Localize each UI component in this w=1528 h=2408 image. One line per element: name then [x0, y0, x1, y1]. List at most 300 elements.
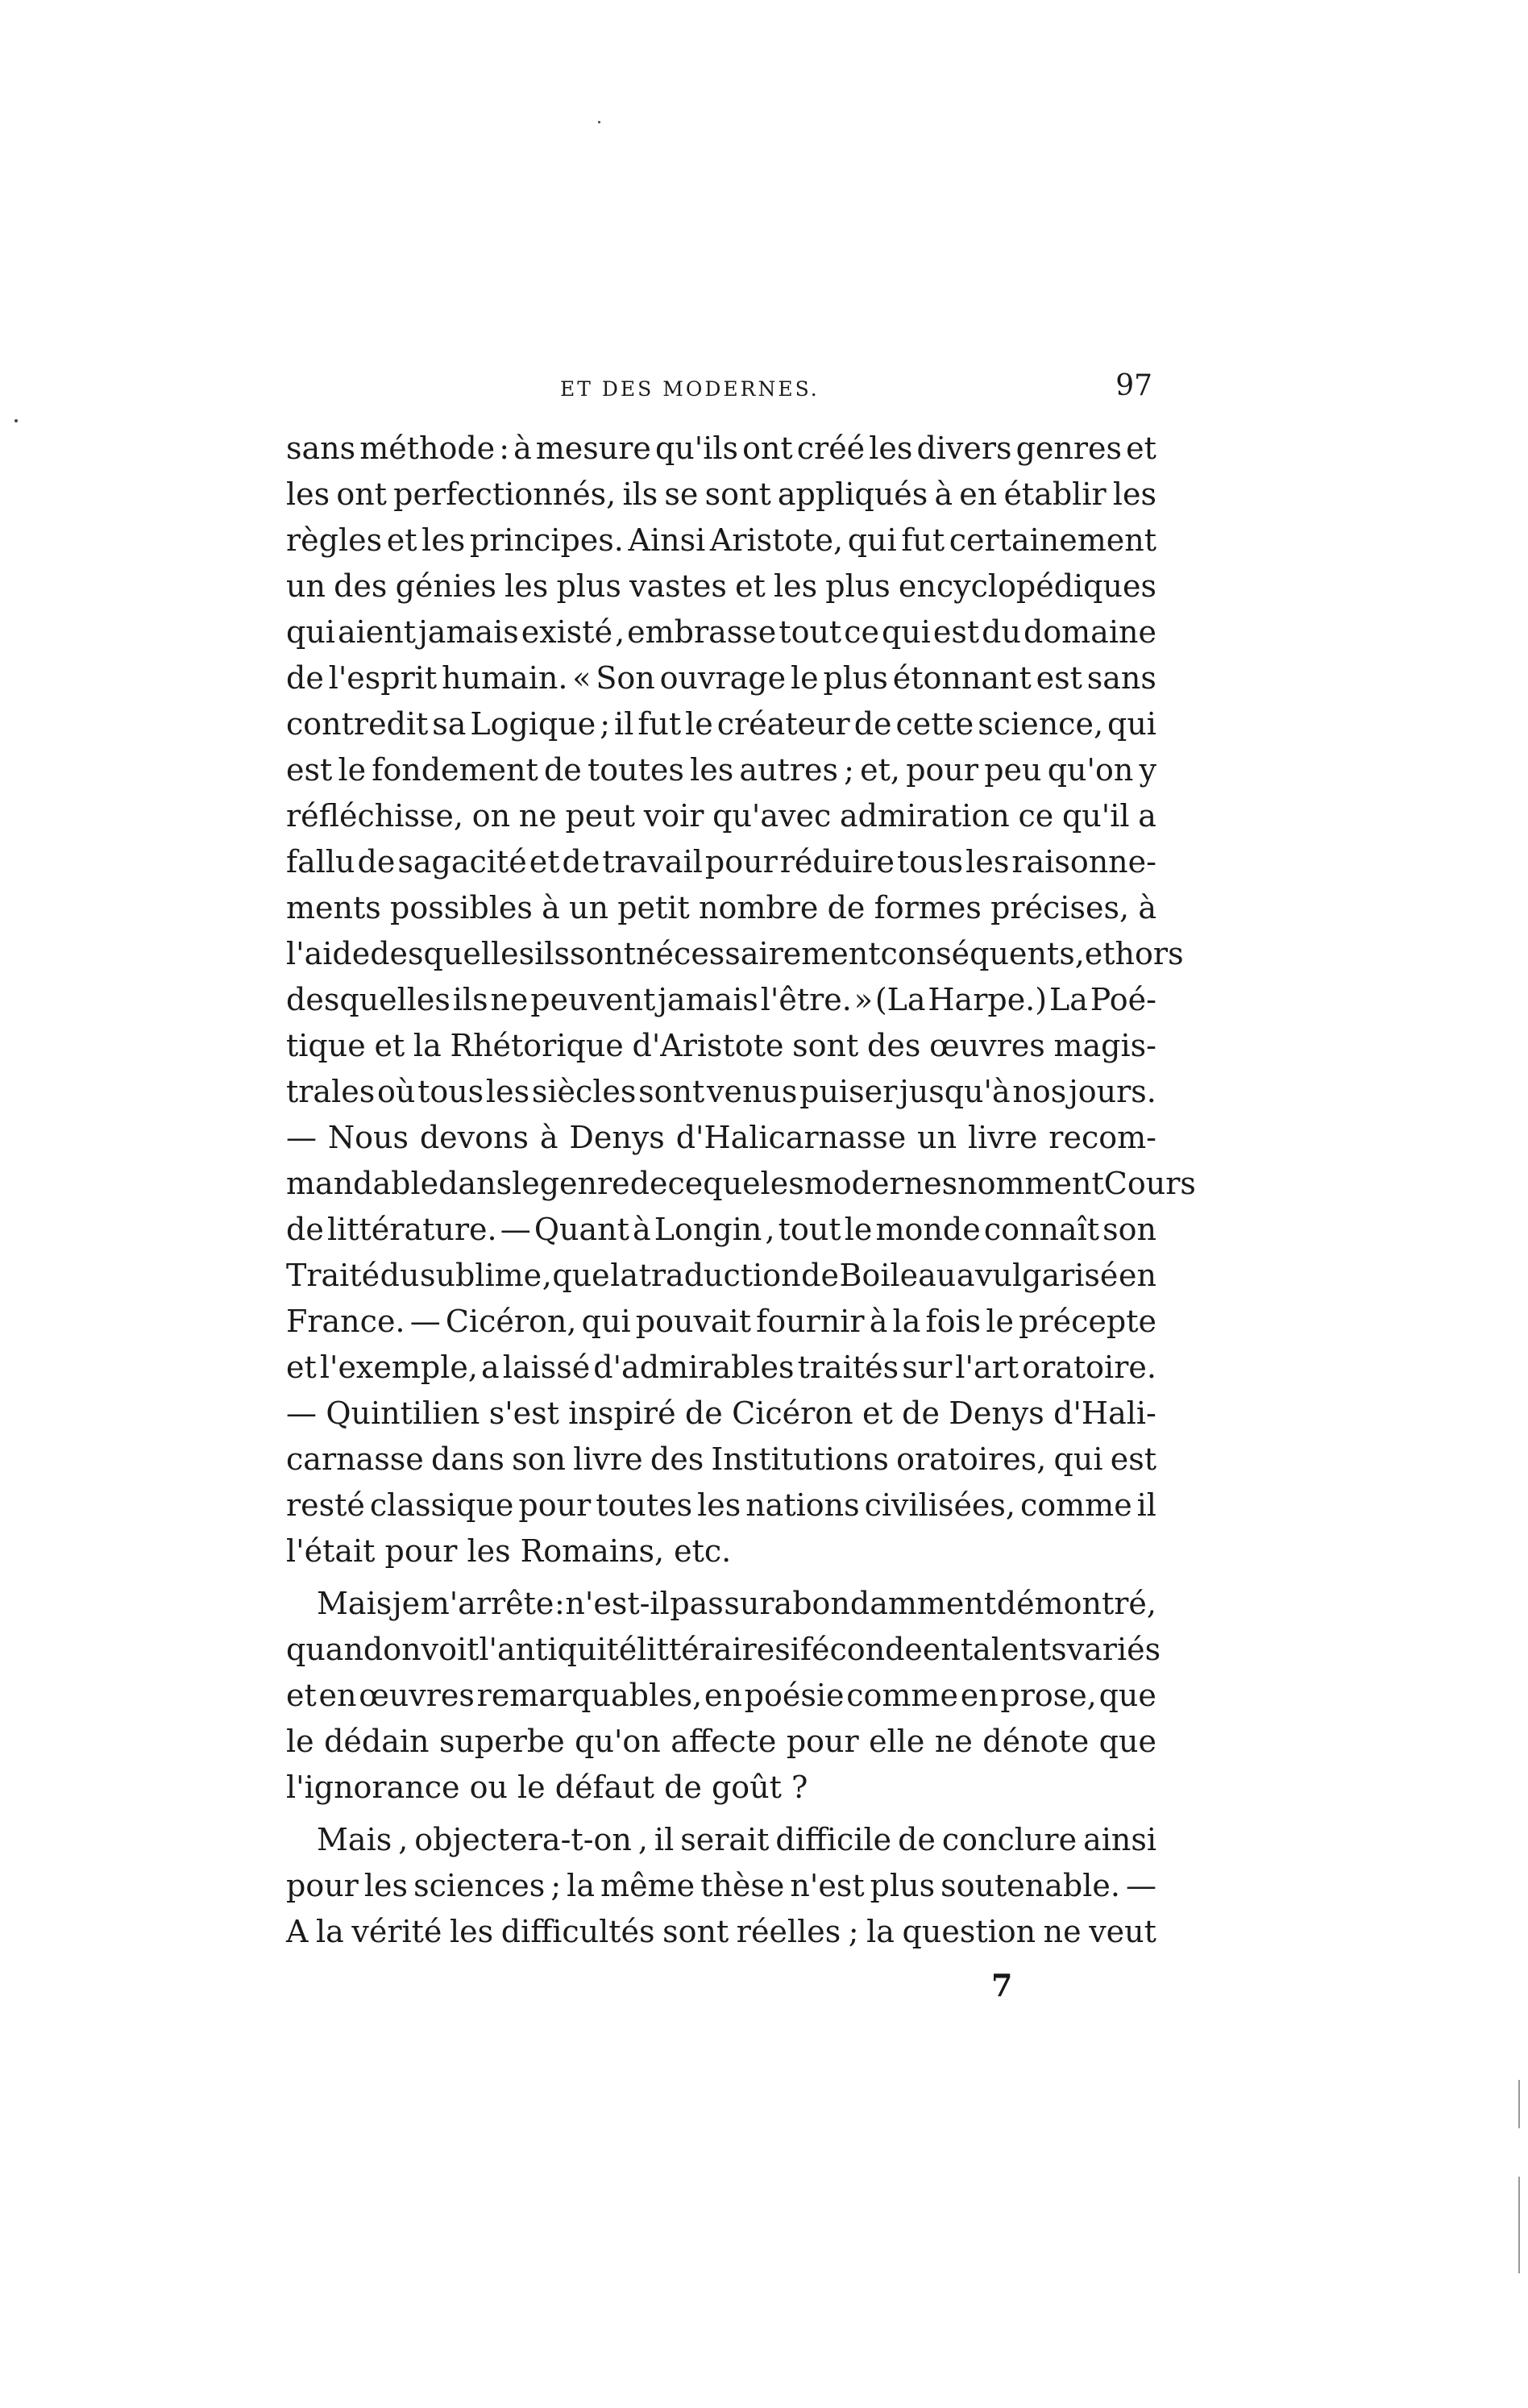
word: en	[960, 1678, 999, 1713]
word: de	[684, 1395, 723, 1431]
text-line: l'était pour les Romains, etc.	[286, 1533, 732, 1569]
word: objectera-t-on	[414, 1822, 632, 1857]
word: qui	[581, 1304, 631, 1339]
word: question	[902, 1914, 1036, 1949]
word: vérité	[351, 1914, 442, 1949]
word: littéraire	[637, 1632, 775, 1667]
word: vastes	[629, 568, 727, 604]
word: sont	[638, 1074, 705, 1109]
paragraph-gap	[286, 1811, 1156, 1817]
word: prose,	[1000, 1678, 1097, 1713]
word: aient	[337, 614, 416, 650]
word: genre	[539, 1166, 630, 1201]
word: mandable	[286, 1166, 439, 1201]
word: fut	[901, 522, 945, 558]
word: il	[1136, 1487, 1156, 1523]
word: de	[898, 1822, 936, 1857]
word: la	[866, 1914, 895, 1949]
word: de	[827, 890, 866, 925]
word: :	[499, 430, 510, 466]
word: l'antiquité	[479, 1632, 637, 1667]
running-title: ET DES MODERNES.	[560, 377, 820, 401]
word: science,	[978, 706, 1104, 742]
word: y	[1139, 752, 1156, 788]
word: qui	[881, 614, 931, 650]
word: les	[697, 1487, 741, 1523]
word: jamais	[658, 982, 758, 1017]
text-line	[286, 1299, 1156, 1345]
word: à	[934, 476, 953, 512]
word: ;	[844, 752, 854, 788]
word: génies	[395, 568, 496, 604]
word: civilisées,	[864, 1487, 1015, 1523]
word: est	[1036, 660, 1082, 696]
word: qui	[286, 614, 335, 650]
word: méthode	[359, 430, 496, 466]
word: à	[539, 1120, 558, 1155]
word: fallu	[286, 844, 355, 880]
word: toutes	[596, 1487, 693, 1523]
word: oratoires,	[896, 1441, 1047, 1477]
word: ne	[1043, 1914, 1082, 1949]
word: et	[862, 1395, 893, 1431]
word: ne	[518, 798, 557, 834]
speck-mark	[598, 121, 600, 123]
word: plus	[556, 568, 621, 604]
text-line	[286, 1719, 1156, 1765]
word: nombre	[698, 890, 819, 925]
word: ;	[848, 1914, 859, 1949]
word: et	[386, 522, 417, 558]
text-line	[286, 1345, 1156, 1391]
word: les	[773, 568, 818, 604]
word: conclure	[941, 1822, 1077, 1857]
word: autres	[739, 752, 838, 788]
word: humain.	[442, 660, 568, 696]
word: précepte	[1019, 1304, 1156, 1339]
word: Mais	[317, 1586, 392, 1621]
word: resté	[286, 1487, 365, 1523]
word: formes	[874, 890, 982, 925]
word: plus	[825, 568, 891, 604]
word: Institutions	[711, 1441, 889, 1477]
word: et	[374, 1028, 405, 1063]
word: —	[409, 1304, 441, 1339]
word: Quant	[534, 1212, 629, 1247]
text-line	[286, 1207, 1156, 1253]
word: le	[286, 1724, 314, 1759]
word: superbe	[438, 1724, 565, 1759]
word: que	[552, 1258, 610, 1293]
word: nécessairement	[636, 936, 881, 971]
word: de	[286, 1212, 324, 1247]
word: tous	[417, 1074, 484, 1109]
word: établir	[1003, 476, 1107, 512]
word: Rhétorique	[450, 1028, 624, 1063]
word: le	[986, 1304, 1014, 1339]
word: travail	[602, 844, 703, 880]
word: ,et	[1074, 936, 1115, 971]
word: sans	[286, 430, 356, 466]
word: pas	[670, 1586, 724, 1621]
word: inspiré	[568, 1395, 676, 1431]
word: et,	[860, 752, 901, 788]
word: la	[567, 1868, 595, 1903]
text-line	[286, 747, 1156, 793]
word: féconde	[799, 1632, 923, 1667]
word: pour	[786, 1724, 859, 1759]
word: »	[853, 982, 873, 1017]
word: les	[965, 844, 1010, 880]
word: l'art	[955, 1350, 1019, 1385]
word: La	[1048, 982, 1088, 1017]
word: étonnant	[892, 660, 1032, 696]
word: siècles	[531, 1074, 637, 1109]
word: tous	[897, 844, 964, 880]
word: appliqués	[777, 476, 928, 512]
text-line	[286, 1483, 1156, 1528]
word: ils	[534, 936, 570, 971]
word: les	[504, 568, 549, 604]
word: ments	[286, 890, 381, 925]
word: puiser	[799, 1074, 898, 1109]
word: conséquents	[880, 936, 1075, 971]
word: ce	[667, 1166, 704, 1201]
word: le	[338, 752, 367, 788]
word: connaît	[983, 1212, 1099, 1247]
word: la	[610, 1258, 639, 1293]
word: qu'avec	[712, 798, 832, 834]
word: —	[1125, 1868, 1156, 1903]
word: surabondamment	[724, 1586, 997, 1621]
word: de	[286, 660, 324, 696]
word: les	[1112, 476, 1156, 512]
word: le	[844, 1212, 873, 1247]
word: tique	[286, 1028, 366, 1063]
word: contredit	[286, 706, 429, 742]
word: fournir	[756, 1304, 865, 1339]
text-line	[286, 472, 1156, 518]
text-line	[286, 1391, 1156, 1437]
word: Quintilien	[326, 1395, 480, 1431]
word: n'est	[790, 1868, 865, 1903]
word: classique	[369, 1487, 514, 1523]
word: nations	[745, 1487, 860, 1523]
word: en	[1118, 1258, 1156, 1293]
word: réfléchisse,	[286, 798, 463, 834]
word: jamais	[417, 614, 519, 650]
word: pour	[518, 1487, 592, 1523]
word: a	[481, 1350, 500, 1385]
word: plus	[870, 1868, 936, 1903]
word: devons	[419, 1120, 529, 1155]
text-line	[286, 1673, 1156, 1719]
word: n'est-il	[565, 1586, 670, 1621]
word: livre	[967, 1120, 1038, 1155]
word: petit	[617, 890, 690, 925]
text-line	[286, 609, 1156, 655]
text-line	[286, 1627, 1161, 1673]
word: Mais	[317, 1822, 392, 1857]
word: la	[316, 1914, 344, 1949]
word: sont	[792, 1028, 859, 1063]
word: voir	[643, 798, 704, 834]
word: trales	[286, 1074, 376, 1109]
text-line	[286, 655, 1156, 701]
word: on	[471, 798, 511, 834]
word: et	[735, 568, 766, 604]
word: l'exemple,	[319, 1350, 478, 1385]
word: jusqu'à	[899, 1074, 1011, 1109]
text-line	[286, 701, 1156, 747]
word: ils	[622, 476, 658, 512]
word: quand	[286, 1632, 384, 1667]
word: cette	[895, 706, 974, 742]
word: vulgarisé	[975, 1258, 1119, 1293]
page-number: 97	[1115, 369, 1152, 402]
word: qui	[847, 522, 897, 558]
word: les	[690, 752, 734, 788]
word: son	[1102, 1212, 1156, 1247]
word: le	[790, 660, 819, 696]
word: sagacité	[397, 844, 527, 880]
word: l'esprit	[328, 660, 438, 696]
word: tout	[778, 1212, 841, 1247]
word: thèse	[700, 1868, 785, 1903]
word: comme	[1019, 1487, 1132, 1523]
word: ainsi	[1083, 1822, 1156, 1857]
word: comme	[846, 1678, 958, 1713]
word: possibles	[390, 890, 533, 925]
word: et	[1126, 430, 1156, 466]
word: sans	[1086, 660, 1156, 696]
word: les	[421, 522, 466, 558]
word: (La	[874, 982, 926, 1017]
word: des	[334, 568, 388, 604]
word: ;	[600, 706, 611, 742]
word: principes.	[469, 522, 624, 558]
word: du	[380, 1258, 420, 1293]
word: le	[512, 1166, 540, 1201]
word: peuvent	[530, 982, 656, 1017]
word: recom-	[1048, 1120, 1156, 1155]
word: et	[529, 844, 560, 880]
word: ne	[490, 982, 529, 1017]
word: d'Halicarnasse	[675, 1120, 907, 1155]
word: réelles	[736, 1914, 841, 1949]
word: Denys	[569, 1120, 665, 1155]
word: à	[542, 890, 560, 925]
word: l'aide	[286, 936, 371, 971]
word: créé	[796, 430, 866, 466]
word: il	[654, 1822, 675, 1857]
word: ,	[542, 1258, 552, 1293]
word: livre	[573, 1441, 643, 1477]
word: m'arrête	[420, 1586, 554, 1621]
word: où	[376, 1074, 416, 1109]
word: Harpe.)	[928, 982, 1048, 1017]
word: du	[982, 614, 1021, 650]
word: Nous	[327, 1120, 409, 1155]
word: admiration	[839, 798, 1010, 834]
word: Poé-	[1090, 982, 1156, 1017]
word: jours.	[1068, 1074, 1156, 1109]
word: ouvrage	[659, 660, 787, 696]
word: pour	[906, 752, 979, 788]
word: qui	[1107, 706, 1156, 742]
page-header	[286, 369, 1152, 410]
word: divers	[916, 430, 1012, 466]
word: les	[363, 1868, 409, 1903]
word: précises,	[990, 890, 1130, 925]
word: œuvres	[929, 1028, 1045, 1063]
word: Ainsi	[628, 522, 706, 558]
word: —	[500, 1212, 531, 1247]
word: qu'il	[1061, 798, 1130, 834]
text-line	[286, 564, 1156, 609]
word: et	[286, 1678, 317, 1713]
text-line	[286, 1909, 1156, 1955]
word: embrasse	[627, 614, 777, 650]
word: pouvait	[635, 1304, 751, 1339]
word: son	[512, 1441, 566, 1477]
word: variés	[1066, 1632, 1161, 1667]
word: encyclopédiques	[898, 568, 1156, 604]
word: Traité	[286, 1258, 380, 1293]
word: en	[704, 1678, 742, 1713]
word: ne	[934, 1724, 973, 1759]
word: d'Hali-	[1053, 1395, 1156, 1431]
text-line	[286, 1253, 1156, 1299]
word: de	[562, 844, 600, 880]
text-line	[286, 1115, 1156, 1161]
text-line	[286, 839, 1156, 885]
text-line	[286, 1581, 1156, 1627]
word: les	[760, 1166, 804, 1201]
word: à	[633, 1212, 651, 1247]
word: raisonne-	[1011, 844, 1156, 880]
text-line	[286, 977, 1156, 1023]
word: si	[774, 1632, 800, 1667]
word: l'être.	[760, 982, 852, 1017]
text-line	[286, 885, 1156, 931]
word: un	[286, 568, 326, 604]
word: mesure	[535, 430, 651, 466]
word: qu'on	[575, 1724, 661, 1759]
word: voit	[421, 1632, 480, 1667]
word: ,	[615, 614, 625, 650]
word: d'admirables	[593, 1350, 795, 1385]
word: Logique	[470, 706, 596, 742]
word: que	[1098, 1678, 1156, 1713]
word: sont	[569, 936, 637, 971]
word: A	[286, 1914, 309, 1949]
word: est	[932, 614, 980, 650]
word: les	[485, 1074, 530, 1109]
word: sa	[432, 706, 467, 742]
word: réduire	[779, 844, 895, 880]
word: ont	[336, 476, 387, 512]
word: que	[703, 1166, 761, 1201]
word: fois	[925, 1304, 982, 1339]
word: desquelles	[370, 936, 535, 971]
word: :	[554, 1586, 565, 1621]
word: soutenable.	[940, 1868, 1120, 1903]
word: Longin	[654, 1212, 762, 1247]
word: de	[902, 1395, 940, 1431]
word: magis-	[1053, 1028, 1156, 1063]
word: traités	[797, 1350, 899, 1385]
word: genres	[1015, 430, 1123, 466]
word: tout	[779, 614, 842, 650]
word: la	[892, 1304, 921, 1339]
paragraph-gap	[286, 1574, 1156, 1581]
word: que	[1098, 1724, 1156, 1759]
word: «	[572, 660, 592, 696]
word: traduction	[638, 1258, 801, 1293]
word: Cicéron,	[445, 1304, 577, 1339]
word: monde	[875, 1212, 981, 1247]
text-line	[286, 793, 1156, 839]
word: des	[867, 1028, 921, 1063]
word: France.	[286, 1304, 405, 1339]
word: talents	[960, 1632, 1067, 1667]
word: perfectionnés,	[393, 476, 617, 512]
word: oratoire.	[1022, 1350, 1156, 1385]
word: Denys	[949, 1395, 1044, 1431]
word: ce	[1018, 798, 1054, 834]
word: œuvres	[359, 1678, 475, 1713]
word: desquelles	[286, 982, 451, 1017]
word: laissé	[502, 1350, 591, 1385]
word: de	[853, 706, 892, 742]
word: de	[357, 844, 396, 880]
word: s'est	[488, 1395, 559, 1431]
word: peut	[565, 798, 636, 834]
word: on	[383, 1632, 421, 1667]
word: un	[569, 890, 608, 925]
word: veut	[1089, 1914, 1156, 1949]
word: difficile	[775, 1822, 892, 1857]
text-line	[286, 1437, 1156, 1483]
word: fondement	[372, 752, 538, 788]
word: dans	[438, 1166, 513, 1201]
word: peu	[984, 752, 1042, 788]
word: sur	[902, 1350, 953, 1385]
word: règles	[286, 522, 383, 558]
edge-line	[1518, 2177, 1520, 2273]
word: certainement	[949, 522, 1156, 558]
word: difficultés	[500, 1914, 655, 1949]
word: sublime	[420, 1258, 542, 1293]
word: dans	[430, 1441, 504, 1477]
word: est	[1110, 1441, 1156, 1477]
word: dédain	[324, 1724, 430, 1759]
word: Boileau	[839, 1258, 957, 1293]
text-line	[286, 1069, 1156, 1115]
text-line	[286, 931, 1184, 977]
word: des	[650, 1441, 704, 1477]
word: Cours	[1103, 1166, 1196, 1201]
word: venus	[706, 1074, 798, 1109]
word: pour	[286, 1868, 359, 1903]
text-line	[286, 1161, 1196, 1207]
word: modernes	[803, 1166, 958, 1201]
word: de	[801, 1258, 839, 1293]
word: Cicéron	[732, 1395, 853, 1431]
word: de	[543, 752, 582, 788]
word: ,	[765, 1212, 775, 1247]
